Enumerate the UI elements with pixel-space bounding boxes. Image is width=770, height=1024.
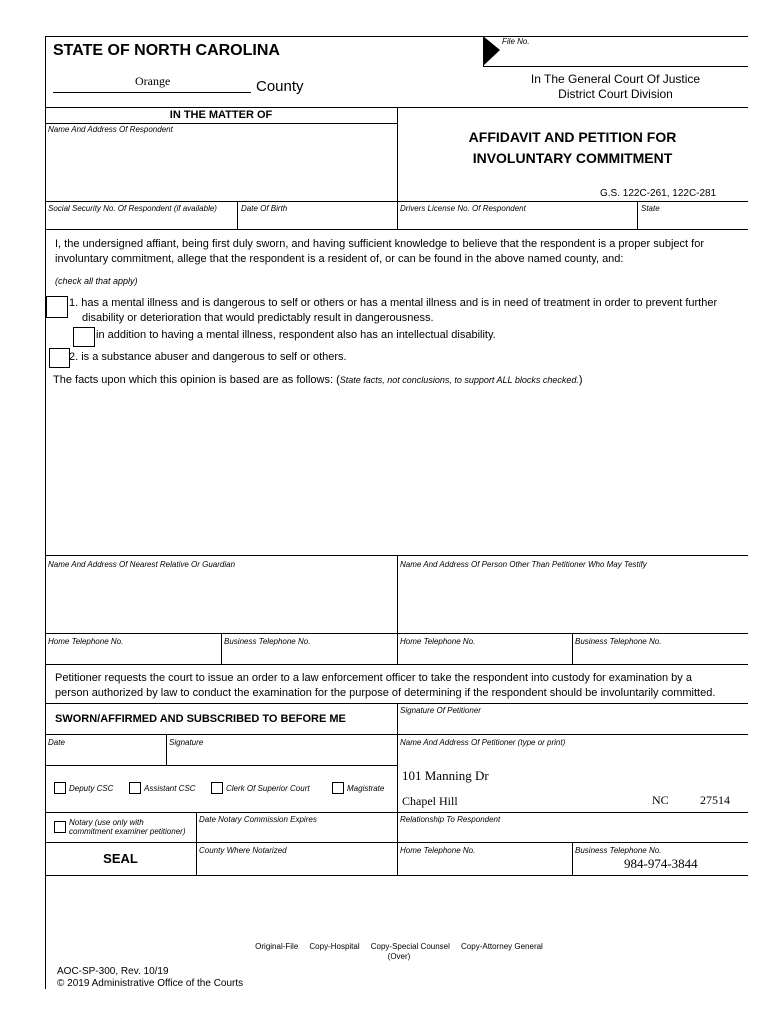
date-sig-divider: [166, 734, 167, 765]
assistant-csc-label: Assistant CSC: [144, 784, 196, 793]
file-no-marker-icon: [483, 36, 501, 68]
clerk-superior-court-checkbox[interactable]: [211, 782, 223, 794]
sworn-center-divider: [397, 703, 398, 875]
over-note: (Over): [387, 952, 411, 961]
sworn-date-label: Date: [48, 738, 65, 747]
ssn-row-bottom: [45, 229, 748, 230]
county-label: County: [256, 78, 304, 95]
header-center-divider: [397, 107, 398, 229]
petitioner-name-address-label: Name And Address Of Petitioner (type or print): [400, 738, 566, 747]
petitioner-home-tel-label: Home Telephone No.: [400, 846, 476, 855]
petitioner-signature-field[interactable]: [400, 716, 745, 732]
option1-sub: in addition to having a mental illness, respondent also has an intellectual disability.: [96, 329, 496, 341]
relationship-field[interactable]: [400, 826, 745, 840]
copy-distribution: Original-File Copy-Hospital Copy-Special Counsel Copy-Attorney General: [255, 942, 543, 951]
relationship-label: Relationship To Respondent: [400, 815, 501, 824]
witness-business-tel-label: Business Telephone No.: [575, 637, 662, 646]
petitioner-state[interactable]: NC: [652, 793, 669, 807]
respondent-name-field[interactable]: [48, 136, 393, 200]
ssn-row-top: [45, 201, 748, 202]
facts-suffix: ): [578, 374, 583, 386]
assistant-csc-checkbox[interactable]: [129, 782, 141, 794]
relative-label: Name And Address Of Nearest Relative Or Guardian: [48, 560, 236, 569]
seal-label: SEAL: [103, 851, 138, 866]
relative-business-tel-label: Business Telephone No.: [224, 637, 311, 646]
notary-divider: [196, 812, 197, 875]
drivers-license-label: Drivers License No. Of Respondent: [400, 204, 526, 213]
witness-tel-divider: [572, 633, 573, 664]
copyright: © 2019 Administrative Office of the Courts: [57, 978, 244, 989]
statute-reference: G.S. 122C-261, 122C-281: [600, 188, 717, 199]
petition-line2: person authorized by law to conduct the examination for the purpose of determining if the respondent should be involuntarily committed.: [55, 687, 716, 699]
top-border: [45, 36, 748, 37]
file-no-label: File No.: [502, 37, 530, 46]
matter-of-underline: [45, 123, 397, 124]
respondent-name-label: Name And Address Of Respondent: [48, 125, 173, 134]
witness-field[interactable]: [400, 572, 745, 630]
county-notarized-label: County Where Notarized: [199, 846, 287, 855]
contacts-center-divider: [397, 555, 398, 664]
facts-prefix: The facts upon which this opinion is based are as follows: (: [53, 374, 340, 386]
petitioner-tel-divider: [572, 842, 573, 875]
petitioner-signature-label: Signature Of Petitioner: [400, 706, 481, 715]
form-title-line2: INVOLUNTARY COMMITMENT: [472, 150, 673, 166]
ssn-divider: [237, 201, 238, 229]
county-underline: [53, 92, 251, 93]
notary-checkbox[interactable]: [54, 821, 66, 833]
witness-home-tel-label: Home Telephone No.: [400, 637, 476, 646]
dob-label: Date Of Birth: [241, 204, 288, 213]
relative-field[interactable]: [48, 572, 393, 630]
sworn-signature-label: Signature: [169, 738, 204, 747]
option1-line2: disability or deterioration that would predictably result in dangerousness.: [82, 312, 434, 324]
check-all-note: (check all that apply): [55, 276, 138, 286]
deputy-csc-checkbox[interactable]: [54, 782, 66, 794]
option2: 2. is a substance abuser and dangerous to self or others.: [69, 351, 347, 363]
petitioner-street[interactable]: 101 Manning Dr: [402, 768, 489, 783]
clerk-superior-court-label: Clerk Of Superior Court: [226, 784, 310, 793]
seal-row-top: [45, 842, 748, 843]
file-no-bottom: [483, 66, 748, 67]
intellectual-disability-checkbox[interactable]: [73, 327, 95, 347]
left-border: [45, 36, 46, 989]
petitioner-business-tel-label: Business Telephone No.: [575, 846, 662, 855]
facts-field[interactable]: [50, 392, 745, 552]
contacts-phone-row-top: [45, 633, 748, 634]
petitioner-business-tel-value[interactable]: 984-974-3844: [624, 856, 698, 871]
matter-of-heading: IN THE MATTER OF: [169, 109, 273, 121]
county-value[interactable]: Orange: [135, 74, 171, 88]
petitioner-zip[interactable]: 27514: [700, 793, 730, 807]
deputy-csc-label: Deputy CSC: [69, 784, 114, 793]
mental-illness-checkbox[interactable]: [46, 296, 68, 318]
ssn-label: Social Security No. Of Respondent (if available): [48, 204, 217, 213]
form-number: AOC-SP-300, Rev. 10/19: [57, 966, 169, 977]
date-row-top: [45, 734, 748, 735]
notary-label-line1: Notary (use only with: [69, 818, 144, 827]
court-line1: In The General Court Of Justice: [530, 72, 701, 86]
state-title: STATE OF NORTH CAROLINA: [53, 42, 280, 59]
magistrate-label: Magistrate: [347, 784, 385, 793]
affidavit-line1: I, the undersigned affiant, being first duly sworn, and having sufficient knowledge to believe that the respondent is a proper subject for: [55, 238, 704, 250]
petitioner-city[interactable]: Chapel Hill: [402, 794, 458, 808]
substance-abuser-checkbox[interactable]: [49, 348, 70, 368]
date-row-bottom: [45, 765, 397, 766]
witness-label: Name And Address Of Person Other Than Petitioner Who May Testify: [400, 560, 647, 569]
notary-label-line2: commitment examiner petitioner): [69, 827, 186, 836]
facts-instruction: [53, 374, 583, 386]
state-divider: [637, 201, 638, 229]
notary-expires-label: Date Notary Commission Expires: [199, 815, 317, 824]
option1-line1: 1. has a mental illness and is dangerous to self or others or has a mental illness and is in need of treatment in order to prevent further: [69, 297, 718, 309]
sworn-bottom: [45, 875, 748, 876]
relative-home-tel-label: Home Telephone No.: [48, 637, 124, 646]
petition-line1: Petitioner requests the court to issue an order to a law enforcement officer to take the respondent into custody for examination by a: [55, 672, 692, 684]
form-title-line1: AFFIDAVIT AND PETITION FOR: [468, 129, 677, 145]
facts-italic: State facts, not conclusions, to support ALL blocks checked.: [339, 375, 579, 385]
relative-tel-divider: [221, 633, 222, 664]
dl-state-label: State: [641, 204, 660, 213]
sworn-heading: SWORN/AFFIRMED AND SUBSCRIBED TO BEFORE ME: [55, 713, 346, 725]
contacts-bottom: [45, 664, 748, 665]
notary-row-top: [45, 812, 748, 813]
affidavit-line2: involuntary commitment, allege that the respondent is a resident of, or can be found in the above named county, and:: [55, 253, 624, 265]
court-line2: District Court Division: [558, 87, 673, 101]
magistrate-checkbox[interactable]: [332, 782, 344, 794]
